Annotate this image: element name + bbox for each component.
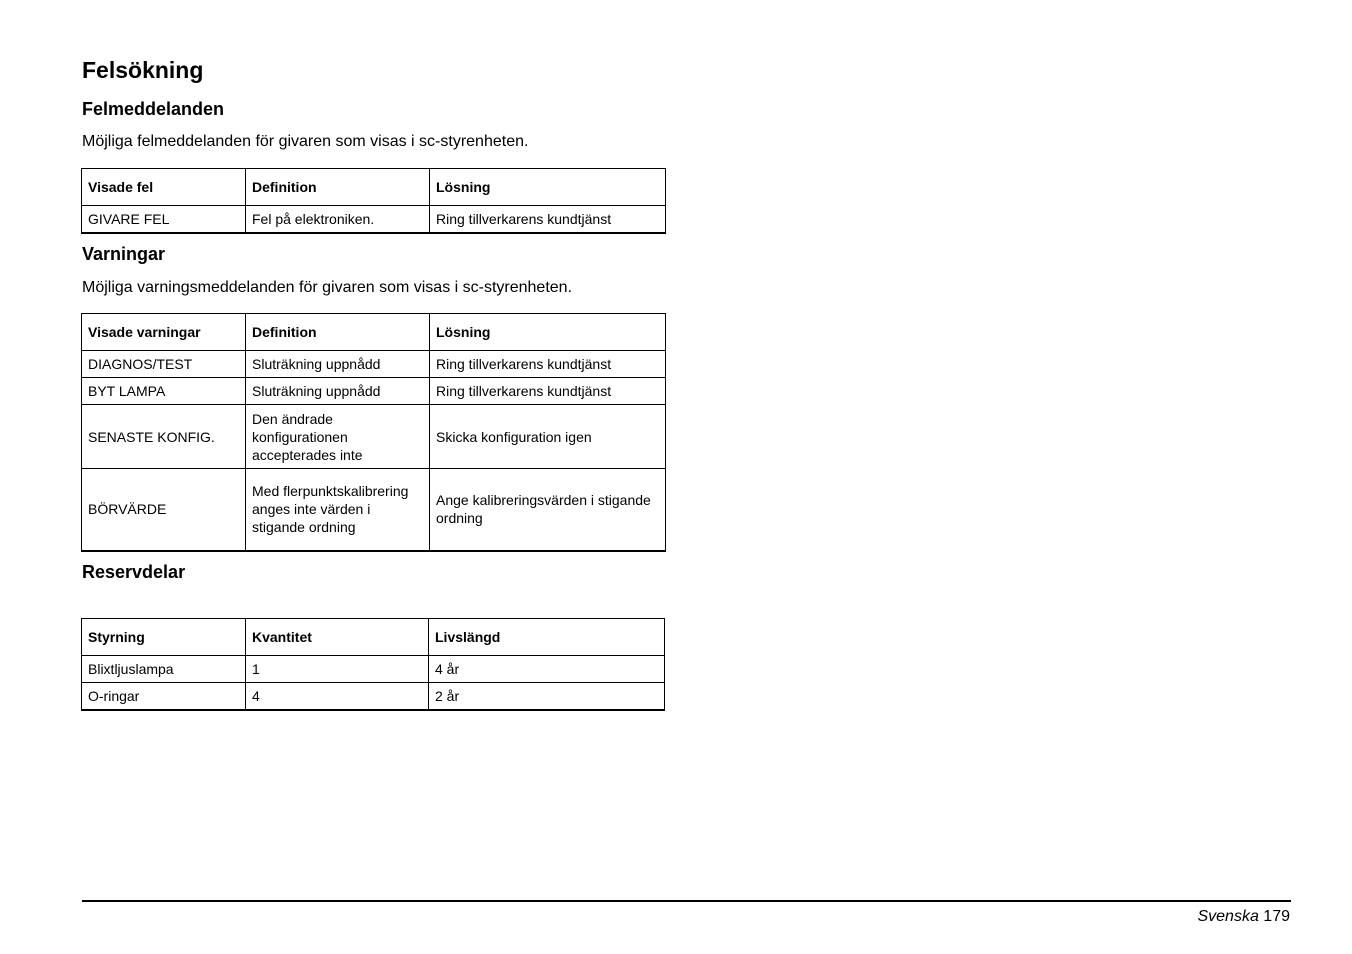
parts-table [81, 618, 665, 711]
table-cell: Ring tillverkarens kundtjänst [430, 206, 666, 233]
table-cell: 1 [246, 656, 429, 683]
page-number: 179 [1263, 908, 1290, 925]
table-header-row [82, 314, 666, 351]
column-header: Livslängd [429, 619, 665, 656]
table-row [82, 351, 666, 378]
table-cell: BÖRVÄRDE [82, 469, 246, 551]
section-heading-warnings: Varningar [82, 244, 166, 264]
column-header: Styrning [82, 619, 246, 656]
table-cell: BYT LAMPA [82, 378, 246, 405]
table-row [82, 683, 665, 710]
table-row [82, 405, 666, 469]
table-cell: 4 år [429, 656, 665, 683]
table-cell: 4 [246, 683, 429, 710]
table-cell: Fel på elektroniken. [246, 206, 430, 233]
column-header: Kvantitet [246, 619, 429, 656]
table-cell: GIVARE FEL [82, 206, 246, 233]
table-cell: SENASTE KONFIG. [82, 405, 246, 469]
column-header: Lösning [430, 169, 666, 206]
table-cell: Blixtljuslampa [82, 656, 246, 683]
section-heading-parts: Reservdelar [82, 562, 186, 582]
table-cell: Ange kalibreringsvärden i stigande ordning [430, 469, 666, 551]
table-cell: O-ringar [82, 683, 246, 710]
table-cell: Sluträkning uppnådd [246, 351, 430, 378]
footer-divider [82, 900, 1291, 902]
errors-table [81, 168, 666, 234]
column-header: Definition [246, 169, 430, 206]
table-header-row [82, 619, 665, 656]
warnings-intro: Möjliga varningsmeddelanden för givaren som visas i sc-styrenheten. [82, 279, 573, 296]
table-row [82, 656, 665, 683]
table-cell: Den ändrade konfigurationen accepterades inte [246, 405, 430, 469]
table-row [82, 378, 666, 405]
footer-language: Svenska [1197, 908, 1259, 925]
table-cell: Med flerpunktskalibrering anges inte värden i stigande ordning [246, 469, 430, 551]
page-title: Felsökning [82, 57, 204, 83]
column-header: Definition [246, 314, 430, 351]
column-header: Visade fel [82, 169, 246, 206]
section-heading-errors: Felmeddelanden [82, 99, 225, 119]
column-header: Lösning [430, 314, 666, 351]
table-row [82, 469, 666, 551]
page-footer [1197, 906, 1290, 928]
table-cell: 2 år [429, 683, 665, 710]
table-header-row [82, 169, 666, 206]
table-cell: Ring tillverkarens kundtjänst [430, 378, 666, 405]
table-cell: Sluträkning uppnådd [246, 378, 430, 405]
table-cell: Skicka konfiguration igen [430, 405, 666, 469]
column-header: Visade varningar [82, 314, 246, 351]
table-cell: DIAGNOS/TEST [82, 351, 246, 378]
table-cell: Ring tillverkarens kundtjänst [430, 351, 666, 378]
errors-intro: Möjliga felmeddelanden för givaren som visas i sc-styrenheten. [82, 133, 529, 150]
table-row [82, 206, 666, 233]
warnings-table [81, 313, 666, 552]
